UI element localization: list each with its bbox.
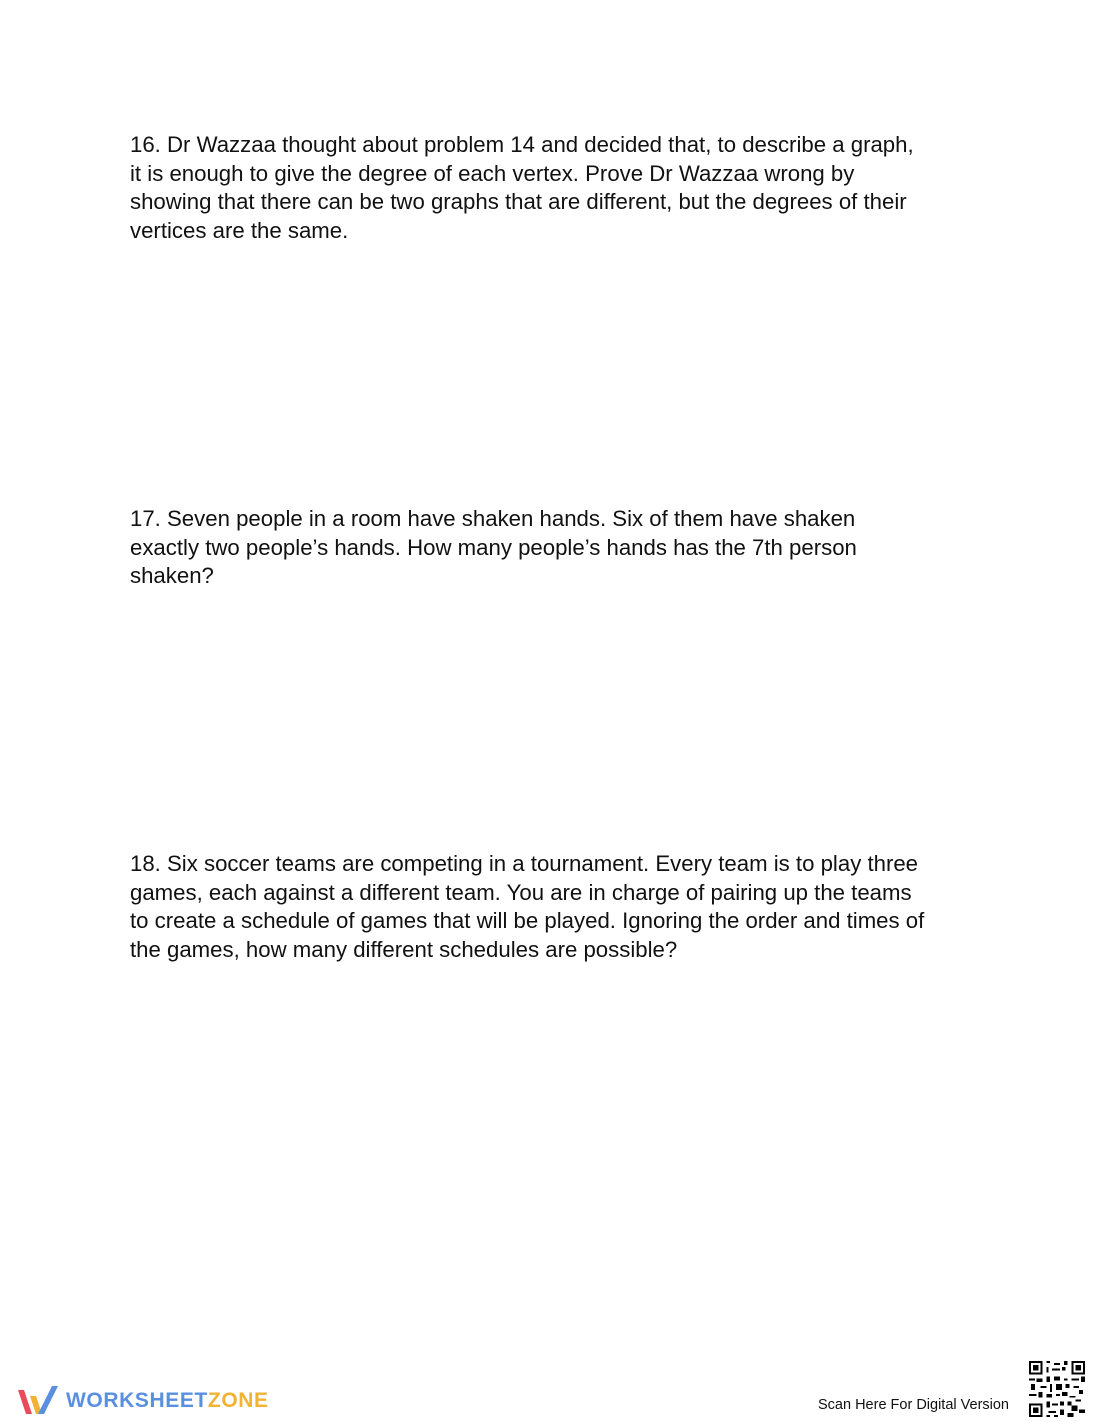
brand-name-part1: WORKSHEET (66, 1389, 208, 1412)
worksheetzone-logo-icon (16, 1384, 60, 1418)
qr-code-icon[interactable] (1029, 1361, 1085, 1417)
problem-17: 17. Seven people in a room have shaken hands. Six of them have shaken exactly two people’s hands. How many people’s hands has the 7th person shaken? (130, 506, 857, 589)
brand-name-part2: ZONE (207, 1389, 269, 1412)
scan-here-label: Scan Here For Digital Version (818, 1397, 1009, 1413)
problem-18: 18. Six soccer teams are competing in a tournament. Every team is to play three games, each against a different team. You are in charge of pairing up the teams to create a schedule of games that will be played. Ignoring the order and times of the games, how many different schedules are possible? (130, 851, 925, 963)
problem-16: 16. Dr Wazzaa thought about problem 14 and decided that, to describe a graph, it is enough to give the degree of each vertex. Prove Dr Wazzaa wrong by showing that there can be two graphs that are different, but the degrees of their vertices are the same. (130, 132, 914, 244)
brand-name (66, 1389, 269, 1413)
worksheetzone-logo[interactable] (16, 1384, 269, 1418)
